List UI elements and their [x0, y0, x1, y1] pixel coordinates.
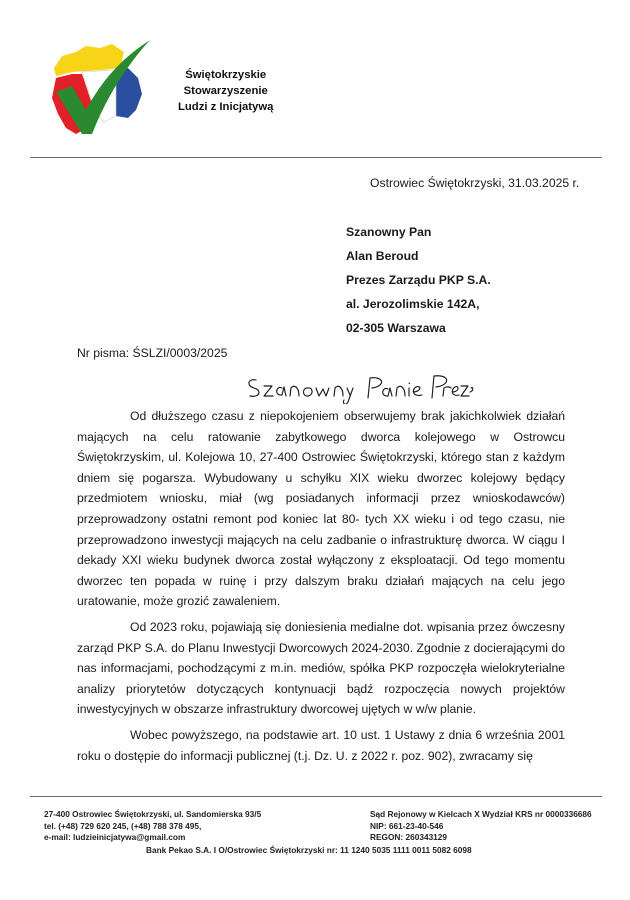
header-divider: [30, 157, 602, 158]
place-and-date: Ostrowiec Świętokrzyski, 31.03.2025 r.: [370, 176, 580, 190]
handwritten-salutation: [244, 370, 474, 404]
recipient-line: Alan Beroud: [346, 249, 419, 263]
footer-address: 27-400 Ostrowiec Świętokrzyski, ul. Sandomierska 93/5: [44, 809, 262, 819]
org-name-line: Stowarzyszenie: [183, 85, 268, 97]
recipient-line: Szanowny Pan: [346, 225, 432, 239]
body-paragraph: Od dłuższego czasu z niepokojeniem obserwujemy brak jakichkolwiek działań mających na celu ratowanie zabytkowego dworca kolejowego w Ostrowcu Świętokrzyskim, ul. Kolejowa 10, 27-400 Ostrowiec Świętokrzyski, którego stan z każdym dniem się pogarsza. Wybudowany u schyłku XIX wieku dworzec kolejowy będący przedmiotem wniosku, miał (wg posiadanych informacji przez wnioskodawców) przeprowadzony ostatni remont pod koniec lat 80- tych XX wieku i od tego czasu, nie przeprowadzono inwestycji mających na celu zadbanie o infrastrukturę dworca. W ciągu I dekady XXI wieku budynek dworca został wyłączony z eksploatacji. Od tego momentu dworzec ten popada w ruinę i przy dalszym braku działań mających na celu jego uratowanie, może grozić zawaleniem.: [77, 409, 565, 609]
footer-contact: [44, 809, 261, 844]
association-logo: [42, 34, 154, 144]
letter-body: [77, 406, 565, 766]
body-paragraph: Wobec powyższego, na podstawie art. 10 ust. 1 Ustawy z dnia 6 września 2001 roku o dostępie do informacji publicznej (t.j. Dz. U. z 2022 r. poz. 902), zwracamy się: [77, 727, 565, 763]
recipient-line: 02-305 Warszawa: [346, 321, 446, 335]
recipient-address: [346, 220, 491, 340]
footer-divider: [30, 796, 602, 797]
footer-registration: [370, 809, 592, 844]
org-name-line: Świętokrzyskie: [185, 69, 267, 81]
footer-email: e-mail: ludzieinicjatywa@gmail.com: [44, 832, 186, 842]
body-paragraph: Od 2023 roku, pojawiają się doniesienia medialne dot. wpisania przez ówczesny zarząd PKP S.A. do Planu Inwestycji Dworcowych 2024-2030. Zgodnie z docierającymi do nas informacjami, pochodzącymi z m.in. mediów, spółka PKP rozpoczęła wielokryterialne analizy priorytetów dotyczących kontynuacji bądź rozpoczęcia nowych projektów inwestycyjnych w obszarze infrastruktury dworcowej ujętych w w/w planie.: [77, 619, 565, 717]
org-name-line: Ludzi z Inicjatywą: [178, 101, 274, 113]
footer-nip: NIP: 661-23-40-546: [370, 820, 444, 831]
recipient-line: al. Jerozolimskie 142A,: [346, 297, 480, 311]
footer-phone: tel. (+48) 729 620 245, (+48) 788 378 495,: [44, 820, 202, 831]
footer-regon: REGON: 260343129: [370, 832, 448, 842]
reference-number: Nr pisma: ŚSLZI/0003/2025: [77, 346, 228, 360]
organization-name: [178, 67, 273, 115]
footer-krs: Sąd Rejonowy w Kielcach X Wydział KRS nr 0000336686: [370, 809, 592, 819]
recipient-line: Prezes Zarządu PKP S.A.: [346, 273, 491, 287]
footer-bank-account: Bank Pekao S.A. I O/Ostrowiec Świętokrzyski nr: 11 1240 5035 1111 0011 5082 6098: [146, 845, 472, 855]
